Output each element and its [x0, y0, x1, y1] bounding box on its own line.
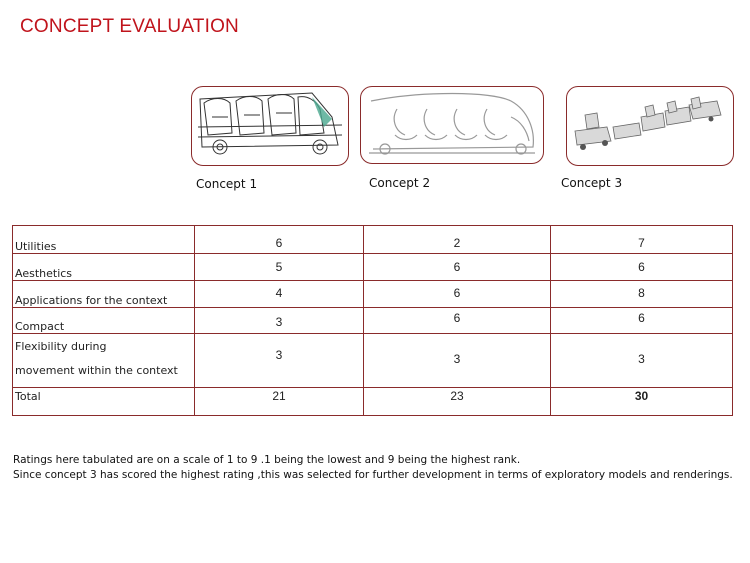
score-cell: 8	[551, 281, 733, 308]
table-row	[13, 308, 733, 334]
criterion-flexibility	[13, 334, 195, 388]
table-row	[13, 281, 733, 308]
table-row	[13, 226, 733, 254]
score-cell: 3	[551, 334, 733, 388]
table-row	[13, 254, 733, 281]
vehicle-sketch-1-icon	[192, 87, 348, 165]
selection-note: Since concept 3 has scored the highest rating ,this was selected for further development in terms of exploratory models and renderings.	[13, 469, 733, 481]
score-cell: 5	[195, 254, 364, 281]
criterion-utilities: Utilities	[13, 226, 195, 254]
score-cell: 3	[195, 334, 364, 388]
criterion-compact: Compact	[13, 308, 195, 334]
evaluation-table	[12, 225, 733, 416]
score-cell: 2	[364, 226, 551, 254]
total-cell: 21	[195, 388, 364, 416]
criterion-aesthetics: Aesthetics	[13, 254, 195, 281]
vehicle-sketch-2-icon	[361, 87, 543, 163]
rating-note: Ratings here tabulated are on a scale of 1 to 9 .1 being the lowest and 9 being the highest rank.	[13, 454, 521, 466]
concept-3-label: Concept 3	[561, 176, 623, 190]
vehicle-sketch-3-icon	[567, 87, 733, 165]
total-cell: 23	[364, 388, 551, 416]
concept-1-label: Concept 1	[196, 177, 258, 191]
criterion-total: Total	[13, 388, 195, 416]
score-cell: 6	[364, 254, 551, 281]
criterion-line: movement within the context	[15, 364, 178, 377]
concept-3-sketch	[566, 86, 734, 166]
concept-1-sketch	[191, 86, 349, 166]
score-cell: 6	[551, 308, 733, 334]
criterion-applications: Applications for the context	[13, 281, 195, 308]
score-cell: 3	[364, 334, 551, 388]
score-cell: 4	[195, 281, 364, 308]
total-cell-highest: 30	[551, 388, 733, 416]
score-cell: 7	[551, 226, 733, 254]
score-cell: 6	[364, 281, 551, 308]
score-cell: 6	[195, 226, 364, 254]
table-row	[13, 388, 733, 416]
criterion-line: Flexibility during	[15, 340, 107, 353]
score-cell: 6	[364, 308, 551, 334]
concept-2-label: Concept 2	[369, 176, 431, 190]
table-row	[13, 334, 733, 388]
score-cell: 3	[195, 308, 364, 334]
score-cell: 6	[551, 254, 733, 281]
page-title: CONCEPT EVALUATION	[20, 16, 239, 37]
concept-2-sketch	[360, 86, 544, 164]
